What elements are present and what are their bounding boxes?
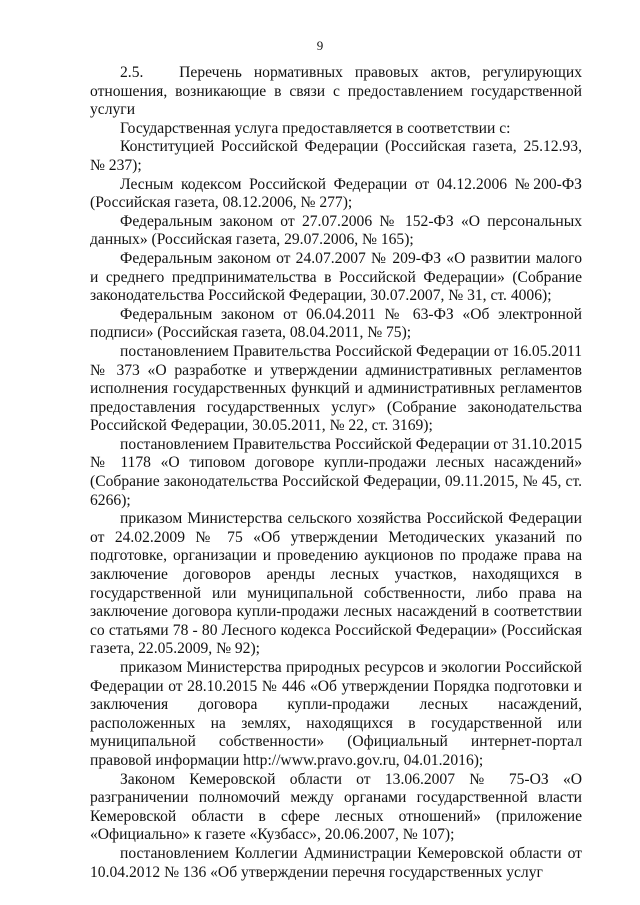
paragraph: Федеральным законом от 27.07.2006 № 152-ФЗ «О персональных данных» (Российская газета, 29.07.2006, № 165); [90, 212, 582, 249]
paragraph: приказом Министерства сельского хозяйства Российской Федерации от 24.02.2009 № 75 «Об утверждении Методических указаний по подготовке, организации и проведению аукционов по продаже права на заключение договоров аренды лесных участков, находящихся в государственной или муниципальной собственности, либо права на заключение договора купли-продажи лесных насаждений в соответствии со статьями 78 - 80 Лесного кодекса Российской Федерации» (Российская газета, 22.05.2009, № 92); [90, 510, 582, 658]
paragraph: приказом Министерства природных ресурсов и экологии Российской Федерации от 28.10.2015 № 446 «Об утверждении Порядка подготовки и заключения договора купли-продажи лесных насаждений, расположенных на землях, находящихся в государственной или муниципальной собственности» (Официальный интернет-портал правовой информации http://www.pravo.gov.ru, 04.01.2016); [90, 659, 582, 769]
paragraph: постановлением Коллегии Администрации Кемеровской области от 10.04.2012 № 136 «Об утверждении перечня государственных услуг [90, 844, 582, 881]
paragraph: постановлением Правительства Российской Федерации от 31.10.2015 № 1178 «О типовом договоре купли-продажи лесных насаждений» (Собрание законодательства Российской Федерации, 09.11.2015, № 45, ст. 6266); [90, 435, 582, 509]
paragraph: Федеральным законом от 06.04.2011 № 63-ФЗ «Об электронной подписи» (Российская газета, 08.04.2011, № 75); [90, 305, 582, 342]
paragraph: Лесным кодексом Российской Федерации от 04.12.2006 №200-ФЗ (Российская газета, 08.12.2006, № 277); [90, 175, 582, 212]
paragraph: Государственная услуга предоставляется в соответствии с: [120, 119, 511, 137]
document-body [90, 64, 582, 882]
page-number: 9 [316, 38, 324, 53]
section-heading: 2.5. Перечень нормативных правовых актов, регулирующих отношения, возникающие в связи с предоставлением государственной услуги [90, 64, 582, 119]
paragraph: постановлением Правительства Российской Федерации от 16.05.2011 № 373 «О разработке и утверждении административных регламентов исполнения государственных функций и административных регламентов предоставления государственных услуг» (Собрание законодательства Российской Федерации, 30.05.2011, № 22, ст. 3169); [90, 342, 582, 435]
paragraph: Конституцией Российской Федерации (Российская газета, 25.12.93, № 237); [90, 138, 582, 174]
paragraph: Федеральным законом от 24.07.2007 № 209-ФЗ «О развитии малого и среднего предпринимательства в Российской Федерации» (Собрание законодательства Российской Федерации, 30.07.2007, № 31, ст. 4006); [90, 249, 582, 305]
paragraph: Законом Кемеровской области от 13.06.2007 № 75-ОЗ «О разграничении полномочий между органами государственной власти Кемеровской области в сфере лесных отношений» (приложение «Официально» к газете «Кузбасс», 20.06.2007, № 107); [90, 770, 582, 844]
